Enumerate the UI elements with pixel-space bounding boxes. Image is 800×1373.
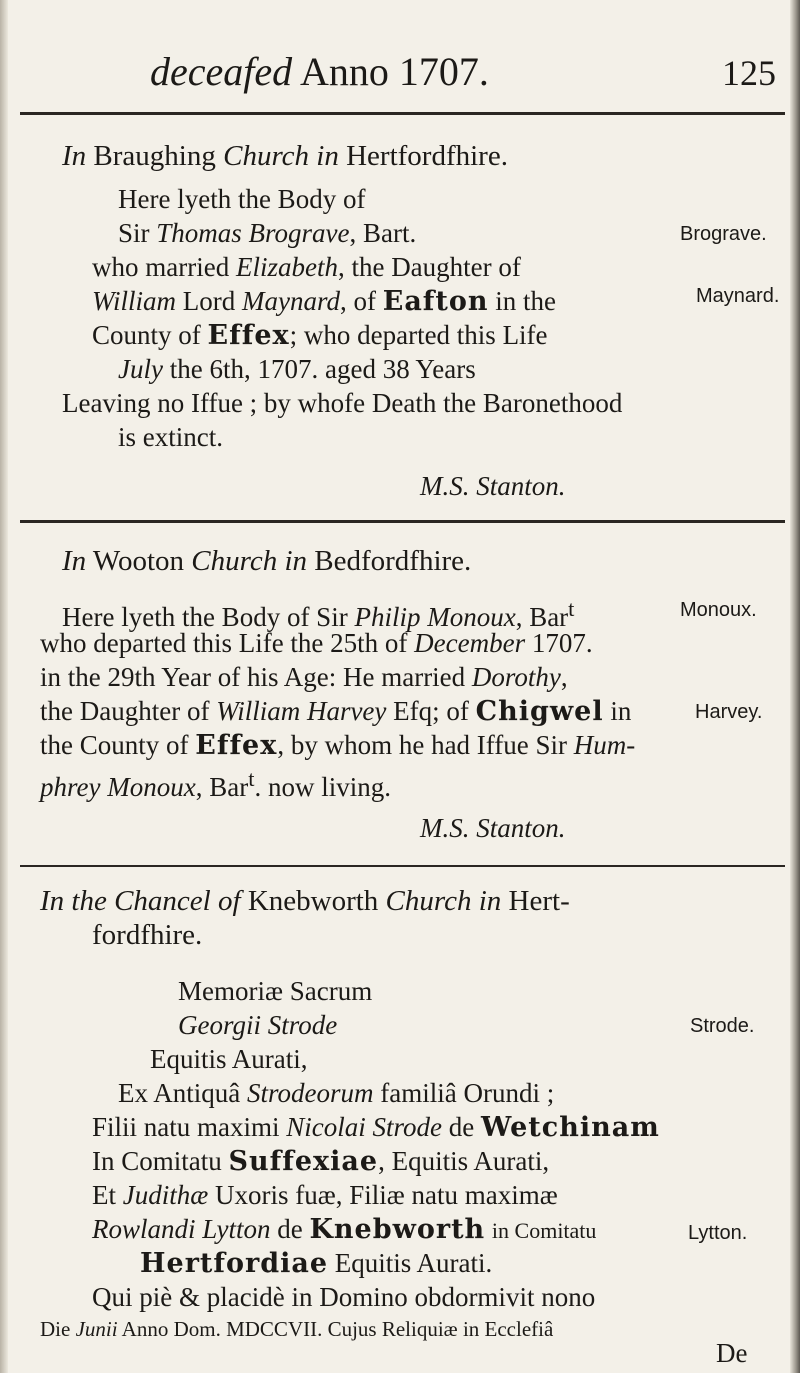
entry1-line: William Lord Maynard, of Eafton in the <box>92 286 557 317</box>
entry1-line: Here lyeth the Body of <box>118 184 366 214</box>
entry2-line: Here lyeth the Body of Sir Philip Monoux, Bar$^t$ <box>62 596 575 632</box>
margin-note-maynard: Maynard. <box>696 285 780 307</box>
section-rule <box>20 865 785 867</box>
entry1-line: Sir Thomas Brograve, Bart. <box>118 218 417 248</box>
entry2-line: in the 29th Year of his Age: He married Dorothy, <box>40 662 568 692</box>
entry3-line: Georgii Strode <box>178 1010 338 1040</box>
entry2-line: phrey Monoux, Bar$^t$. now living. <box>40 766 391 802</box>
entry3-heading: In the Chancel of Knebworth Church in Hert- <box>40 885 570 917</box>
running-header <box>150 48 550 95</box>
catchword: De <box>716 1338 748 1368</box>
page-binding-shadow <box>0 0 8 1373</box>
entry3-line: Qui piè & placidè in Domino obdormivit nono <box>92 1282 596 1312</box>
anno-year: Anno 1707. <box>299 49 489 94</box>
margin-note-lytton: Lytton. <box>688 1222 748 1244</box>
page-edge-shadow <box>790 0 800 1373</box>
entry2-line: the County of Effex, by whom he had Iffue Sir Hum- <box>40 730 636 761</box>
header-rule <box>20 112 785 115</box>
entry1-line: Leaving no Iffue ; by whofe Death the Baronethood <box>62 388 623 418</box>
entry3-line: Rowlandi Lytton de Knebworth in Comitatu <box>92 1214 597 1245</box>
entry3-line: In Comitatu Suffexiae, Equitis Aurati, <box>92 1146 550 1177</box>
entry1-heading: In Braughing Church in Hertfordfhire. <box>62 140 508 172</box>
margin-note-harvey: Harvey. <box>695 701 763 723</box>
margin-note-brograve: Brograve. <box>680 223 767 245</box>
entry1-line: July the 6th, 1707. aged 38 Years <box>118 354 476 384</box>
entry1-line: who married Elizabeth, the Daughter of <box>92 252 521 282</box>
entry3-line: Equitis Aurati, <box>150 1044 308 1074</box>
page-number: 125 <box>722 53 776 93</box>
entry3-line: Filii natu maximi Nicolai Strode de Wetchinam <box>92 1112 660 1143</box>
running-title: deceafed <box>150 49 293 94</box>
entry1-line: County of Effex; who departed this Life <box>92 320 548 351</box>
margin-note-monoux: Monoux. <box>680 599 757 621</box>
entry2-line: the Daughter of William Harvey Efq; of Chigwel in <box>40 696 632 727</box>
entry3-line: Ex Antiquâ Strodeorum familiâ Orundi ; <box>118 1078 555 1108</box>
entry2-heading: In Wooton Church in Bedfordfhire. <box>62 545 472 577</box>
margin-note-strode: Strode. <box>690 1015 755 1037</box>
entry3-line: Die Junii Anno Dom. MDCCVII. Cujus Reliquiæ in Ecclefiâ <box>40 1317 554 1341</box>
section-rule <box>20 520 785 523</box>
entry3-line: Hertfordiae Equitis Aurati. <box>140 1248 493 1279</box>
entry3-heading-cont: fordfhire. <box>92 919 203 951</box>
entry1-line: is extinct. <box>118 422 223 452</box>
entry2-signature: M.S. Stanton. <box>420 813 566 843</box>
entry1-signature: M.S. Stanton. <box>420 471 566 501</box>
entry3-line: Memoriæ Sacrum <box>178 976 373 1006</box>
entry3-line: Et Judithæ Uxoris fuæ, Filiæ natu maximæ <box>92 1180 558 1210</box>
entry2-line: who departed this Life the 25th of December 1707. <box>40 628 593 658</box>
